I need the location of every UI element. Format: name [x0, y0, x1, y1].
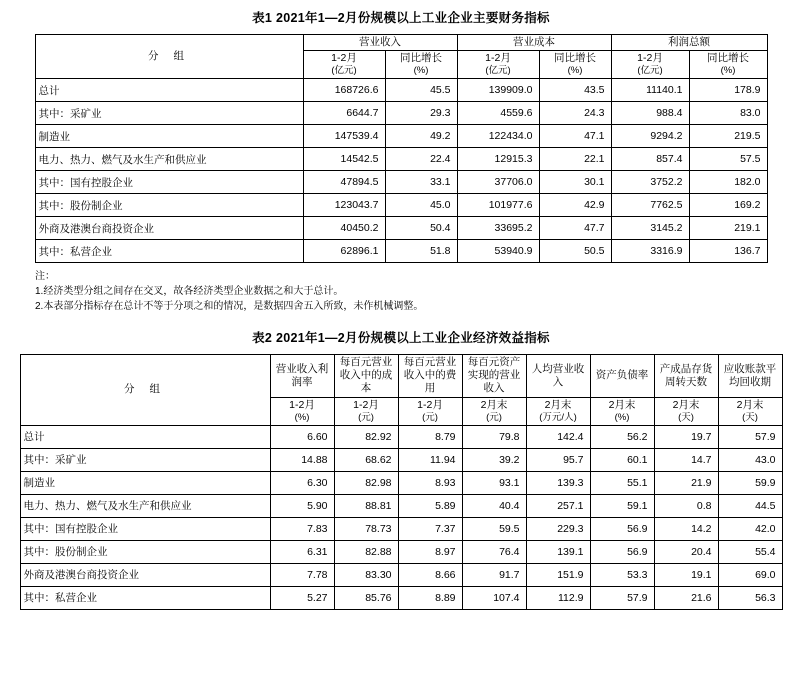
cell-value: 8.66	[398, 563, 462, 586]
cell-value: 7.78	[270, 563, 334, 586]
subheader-profit-margin	[270, 397, 334, 425]
cell-value: 14.2	[654, 517, 718, 540]
cell-value: 24.3	[539, 102, 611, 125]
cell-value: 6644.7	[303, 102, 385, 125]
cell-value: 136.7	[689, 240, 767, 263]
row-label: 其中：采矿业	[35, 102, 303, 125]
cell-value: 8.89	[398, 586, 462, 609]
cell-value: 8.79	[398, 425, 462, 448]
column-header-group: 分 组	[20, 355, 270, 425]
cell-value: 219.5	[689, 125, 767, 148]
document-page	[0, 8, 802, 610]
table-row	[20, 425, 782, 448]
cell-value: 78.73	[334, 517, 398, 540]
table-row	[35, 240, 767, 263]
table-row	[35, 125, 767, 148]
table-row	[35, 194, 767, 217]
cell-value: 22.4	[385, 148, 457, 171]
cell-value: 49.2	[385, 125, 457, 148]
subheader-unit: (%)	[614, 411, 630, 423]
subheader-unit: (万元/人)	[539, 411, 577, 423]
cell-value: 83.0	[689, 102, 767, 125]
table-row	[20, 517, 782, 540]
row-label: 电力、热力、燃气及水生产和供应业	[35, 148, 303, 171]
subheader-period: 同比增长	[400, 52, 442, 65]
cell-value: 39.2	[462, 448, 526, 471]
cell-value: 229.3	[526, 517, 590, 540]
column-header-inventory-turnover-days: 产成品存货周转天数	[654, 355, 718, 397]
cell-value: 8.97	[398, 540, 462, 563]
cell-value: 42.0	[718, 517, 782, 540]
column-header-asset-liability-ratio: 资产负债率	[590, 355, 654, 397]
cell-value: 11140.1	[611, 79, 689, 102]
cell-value: 93.1	[462, 471, 526, 494]
subheader-period: 1-2月	[485, 52, 511, 65]
column-header-expense-per-100: 每百元营业收入中的费用	[398, 355, 462, 397]
cell-value: 53940.9	[457, 240, 539, 263]
cell-value: 19.1	[654, 563, 718, 586]
cell-value: 9294.2	[611, 125, 689, 148]
subheader-profit-value	[611, 51, 689, 79]
note-line: 注：	[35, 271, 55, 283]
subheader-profit-growth	[689, 51, 767, 79]
cell-value: 0.8	[654, 494, 718, 517]
cell-value: 7.83	[270, 517, 334, 540]
subheader-period: 2月末	[672, 398, 700, 411]
subheader-cost-per-100	[334, 397, 398, 425]
row-label: 电力、热力、燃气及水生产和供应业	[20, 494, 270, 517]
cell-value: 168726.6	[303, 79, 385, 102]
cell-value: 56.9	[590, 540, 654, 563]
subheader-receivables-collection-period	[718, 397, 782, 425]
subheader-unit: (元)	[358, 411, 374, 423]
cell-value: 59.9	[718, 471, 782, 494]
row-label: 其中：私营企业	[35, 240, 303, 263]
subheader-period: 1-2月	[331, 52, 357, 65]
subheader-period: 2月末	[736, 398, 764, 411]
subheader-revenue-growth	[385, 51, 457, 79]
subheader-unit: (天)	[742, 411, 758, 423]
column-header-group: 分 组	[35, 35, 303, 79]
cell-value: 7.37	[398, 517, 462, 540]
cell-value: 68.62	[334, 448, 398, 471]
cell-value: 47.1	[539, 125, 611, 148]
cell-value: 5.27	[270, 586, 334, 609]
subheader-unit: (%)	[294, 411, 310, 423]
cell-value: 219.1	[689, 217, 767, 240]
subheader-period: 1-2月	[637, 52, 663, 65]
cell-value: 55.1	[590, 471, 654, 494]
cell-value: 6.60	[270, 425, 334, 448]
cell-value: 139909.0	[457, 79, 539, 102]
row-label: 总计	[35, 79, 303, 102]
row-label: 其中：国有控股企业	[35, 171, 303, 194]
cell-value: 21.6	[654, 586, 718, 609]
cell-value: 169.2	[689, 194, 767, 217]
table-header-row	[35, 35, 767, 51]
cell-value: 40450.2	[303, 217, 385, 240]
subheader-period: 1-2月	[289, 398, 315, 411]
cell-value: 56.3	[718, 586, 782, 609]
cell-value: 857.4	[611, 148, 689, 171]
cell-value: 6.30	[270, 471, 334, 494]
column-header-profit-margin: 营业收入利润率	[270, 355, 334, 397]
cell-value: 88.81	[334, 494, 398, 517]
cell-value: 147539.4	[303, 125, 385, 148]
subheader-period: 2月末	[480, 398, 508, 411]
cell-value: 40.4	[462, 494, 526, 517]
cell-value: 82.98	[334, 471, 398, 494]
table-row	[35, 79, 767, 102]
cell-value: 14542.5	[303, 148, 385, 171]
row-label: 其中：采矿业	[20, 448, 270, 471]
cell-value: 33695.2	[457, 217, 539, 240]
table-row	[35, 102, 767, 125]
row-label: 制造业	[20, 471, 270, 494]
subheader-unit: (亿元)	[637, 65, 663, 77]
row-label: 其中：国有控股企业	[20, 517, 270, 540]
subheader-period: 同比增长	[707, 52, 749, 65]
row-label: 总计	[20, 425, 270, 448]
cell-value: 56.9	[590, 517, 654, 540]
cell-value: 107.4	[462, 586, 526, 609]
cell-value: 57.9	[590, 586, 654, 609]
subheader-cost-value	[457, 51, 539, 79]
cell-value: 12915.3	[457, 148, 539, 171]
table1-notes	[35, 269, 767, 314]
cell-value: 123043.7	[303, 194, 385, 217]
cell-value: 59.5	[462, 517, 526, 540]
cell-value: 5.90	[270, 494, 334, 517]
table-row	[20, 586, 782, 609]
cell-value: 14.7	[654, 448, 718, 471]
column-header-receivables-collection-period: 应收账款平均回收期	[718, 355, 782, 397]
cell-value: 47.7	[539, 217, 611, 240]
table1-title: 表1 2021年1—2月份规模以上工业企业主要财务指标	[252, 11, 550, 25]
cell-value: 139.3	[526, 471, 590, 494]
cell-value: 7762.5	[611, 194, 689, 217]
subheader-period: 1-2月	[417, 398, 443, 411]
cell-value: 122434.0	[457, 125, 539, 148]
row-label: 外商及港澳台商投资企业	[35, 217, 303, 240]
subheader-inventory-turnover-days	[654, 397, 718, 425]
cell-value: 82.88	[334, 540, 398, 563]
subheader-unit: (%)	[567, 65, 583, 77]
cell-value: 55.4	[718, 540, 782, 563]
cell-value: 11.94	[398, 448, 462, 471]
table-row	[20, 448, 782, 471]
cell-value: 988.4	[611, 102, 689, 125]
cell-value: 69.0	[718, 563, 782, 586]
table-economic-benefit-indicators	[20, 354, 783, 609]
column-header-revenue-per-100-assets: 每百元资产实现的营业收入	[462, 355, 526, 397]
cell-value: 4559.6	[457, 102, 539, 125]
cell-value: 30.1	[539, 171, 611, 194]
cell-value: 3316.9	[611, 240, 689, 263]
cell-value: 5.89	[398, 494, 462, 517]
cell-value: 3752.2	[611, 171, 689, 194]
note-line: 2.本表部分指标存在总计不等于分项之和的情况，是数据四舍五入所致，未作机械调整。	[35, 301, 424, 313]
cell-value: 56.2	[590, 425, 654, 448]
column-header-cost: 营业成本	[457, 35, 611, 51]
cell-value: 43.5	[539, 79, 611, 102]
cell-value: 51.8	[385, 240, 457, 263]
table-row	[20, 540, 782, 563]
cell-value: 112.9	[526, 586, 590, 609]
table-row	[20, 563, 782, 586]
cell-value: 6.31	[270, 540, 334, 563]
cell-value: 76.4	[462, 540, 526, 563]
cell-value: 83.30	[334, 563, 398, 586]
cell-value: 57.9	[718, 425, 782, 448]
subheader-revenue-per-capita	[526, 397, 590, 425]
cell-value: 44.5	[718, 494, 782, 517]
cell-value: 19.7	[654, 425, 718, 448]
cell-value: 101977.6	[457, 194, 539, 217]
cell-value: 33.1	[385, 171, 457, 194]
row-label: 其中：股份制企业	[20, 540, 270, 563]
subheader-period: 同比增长	[554, 52, 596, 65]
subheader-unit: (亿元)	[485, 65, 511, 77]
subheader-cost-growth	[539, 51, 611, 79]
cell-value: 50.5	[539, 240, 611, 263]
subheader-unit: (%)	[720, 65, 736, 77]
cell-value: 20.4	[654, 540, 718, 563]
subheader-revenue-per-100-assets	[462, 397, 526, 425]
cell-value: 62896.1	[303, 240, 385, 263]
cell-value: 45.5	[385, 79, 457, 102]
subheader-expense-per-100	[398, 397, 462, 425]
subheader-unit: (天)	[678, 411, 694, 423]
cell-value: 182.0	[689, 171, 767, 194]
cell-value: 22.1	[539, 148, 611, 171]
row-label: 制造业	[35, 125, 303, 148]
cell-value: 43.0	[718, 448, 782, 471]
cell-value: 3145.2	[611, 217, 689, 240]
cell-value: 14.88	[270, 448, 334, 471]
cell-value: 82.92	[334, 425, 398, 448]
cell-value: 53.3	[590, 563, 654, 586]
cell-value: 91.7	[462, 563, 526, 586]
column-header-cost-per-100: 每百元营业收入中的成本	[334, 355, 398, 397]
cell-value: 59.1	[590, 494, 654, 517]
subheader-period: 1-2月	[353, 398, 379, 411]
cell-value: 79.8	[462, 425, 526, 448]
subheader-unit: (亿元)	[331, 65, 357, 77]
table-main-financial-indicators	[35, 34, 768, 263]
cell-value: 50.4	[385, 217, 457, 240]
cell-value: 60.1	[590, 448, 654, 471]
cell-value: 257.1	[526, 494, 590, 517]
column-header-revenue-per-capita: 人均营业收入	[526, 355, 590, 397]
table-row	[35, 148, 767, 171]
cell-value: 42.9	[539, 194, 611, 217]
cell-value: 139.1	[526, 540, 590, 563]
row-label: 其中：股份制企业	[35, 194, 303, 217]
table-row	[20, 471, 782, 494]
subheader-period: 2月末	[544, 398, 572, 411]
cell-value: 47894.5	[303, 171, 385, 194]
cell-value: 8.93	[398, 471, 462, 494]
column-header-profit: 利润总额	[611, 35, 767, 51]
cell-value: 142.4	[526, 425, 590, 448]
table-row	[35, 217, 767, 240]
cell-value: 178.9	[689, 79, 767, 102]
cell-value: 29.3	[385, 102, 457, 125]
table-row	[35, 171, 767, 194]
table-row	[20, 494, 782, 517]
subheader-unit: (元)	[486, 411, 502, 423]
cell-value: 85.76	[334, 586, 398, 609]
table-header-row	[20, 355, 782, 397]
subheader-revenue-value	[303, 51, 385, 79]
column-header-revenue: 营业收入	[303, 35, 457, 51]
subheader-period: 2月末	[608, 398, 636, 411]
subheader-asset-liability-ratio	[590, 397, 654, 425]
cell-value: 21.9	[654, 471, 718, 494]
subheader-unit: (%)	[413, 65, 429, 77]
cell-value: 151.9	[526, 563, 590, 586]
row-label: 其中：私营企业	[20, 586, 270, 609]
cell-value: 57.5	[689, 148, 767, 171]
subheader-unit: (元)	[422, 411, 438, 423]
cell-value: 45.0	[385, 194, 457, 217]
cell-value: 37706.0	[457, 171, 539, 194]
note-line: 1.经济类型分组之间存在交叉，故各经济类型企业数据之和大于总计。	[35, 286, 344, 298]
table2-title: 表2 2021年1—2月份规模以上工业企业经济效益指标	[252, 331, 550, 346]
row-label: 外商及港澳台商投资企业	[20, 563, 270, 586]
cell-value: 95.7	[526, 448, 590, 471]
